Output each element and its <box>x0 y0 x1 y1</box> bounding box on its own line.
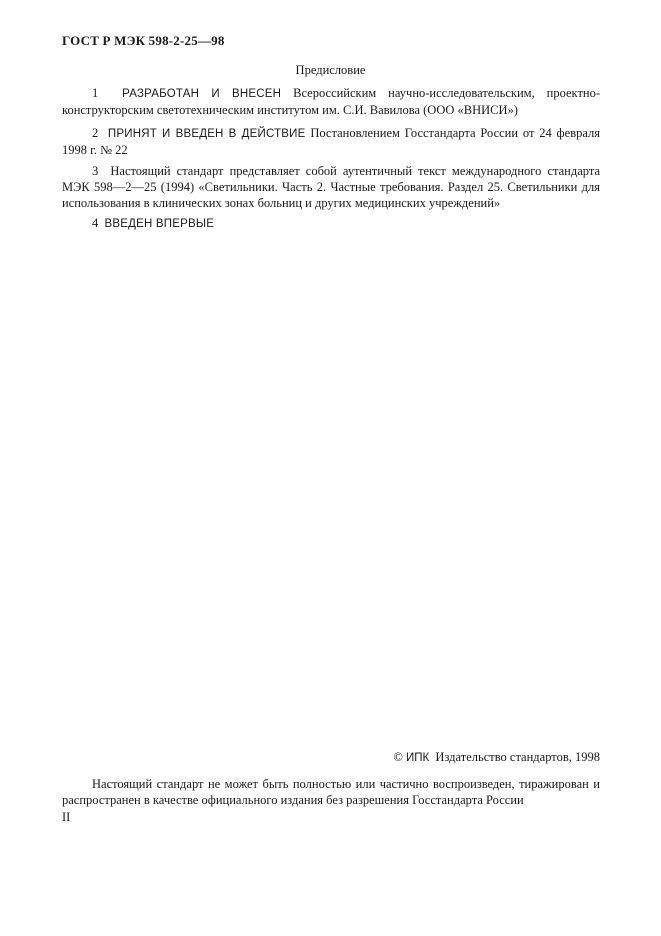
copyright-text: Издательство стандартов, 1998 <box>435 750 600 764</box>
page-number: II <box>62 810 71 824</box>
copyright-org: ИПК <box>405 752 430 764</box>
preface-item-1 <box>62 85 600 118</box>
item-text: Настоящий стандарт представляет собой аутентичный текст международного стандарта МЭК 598—2—25 (1994) «Светильники. Часть 2. Частные требования. Раздел 25. Светильники для использования в клинических зонах больниц и других медицинских учреждений» <box>62 164 601 210</box>
preface-item-4 <box>62 215 600 232</box>
standard-header: ГОСТ Р МЭК 598-2-25—98 <box>62 33 225 48</box>
preface-title: Предисловие <box>295 63 366 77</box>
item-heading: ВВЕДЕН ВПЕРВЫЕ <box>104 218 215 230</box>
reproduction-notice: Настоящий стандарт не может быть полностью или частично воспроизведен, тиражирован и распространен в качестве официального издания без разрешения Госстандарта России <box>62 777 600 807</box>
item-number: 3 <box>92 164 99 178</box>
item-number: 2 <box>92 126 99 140</box>
item-text: Всероссийским научно-исследовательским, проектно-конструкторским светотехническим институтом им. С.И. Вавилова (ООО «ВНИСИ») <box>62 86 601 117</box>
item-number: 4 <box>92 216 99 230</box>
item-text: Постановлением Госстандарта России от 24 февраля 1998 г. № 22 <box>62 126 601 157</box>
item-number: 1 <box>92 86 99 100</box>
preface-item-3 <box>62 163 600 211</box>
preface-item-2 <box>62 125 600 158</box>
copyright-symbol: © <box>393 750 403 764</box>
copyright-line <box>393 750 600 765</box>
item-heading: ПРИНЯТ И ВВЕДЕН В ДЕЙСТВИЕ <box>107 128 306 140</box>
item-heading: РАЗРАБОТАН И ВНЕСЕН <box>122 88 282 100</box>
